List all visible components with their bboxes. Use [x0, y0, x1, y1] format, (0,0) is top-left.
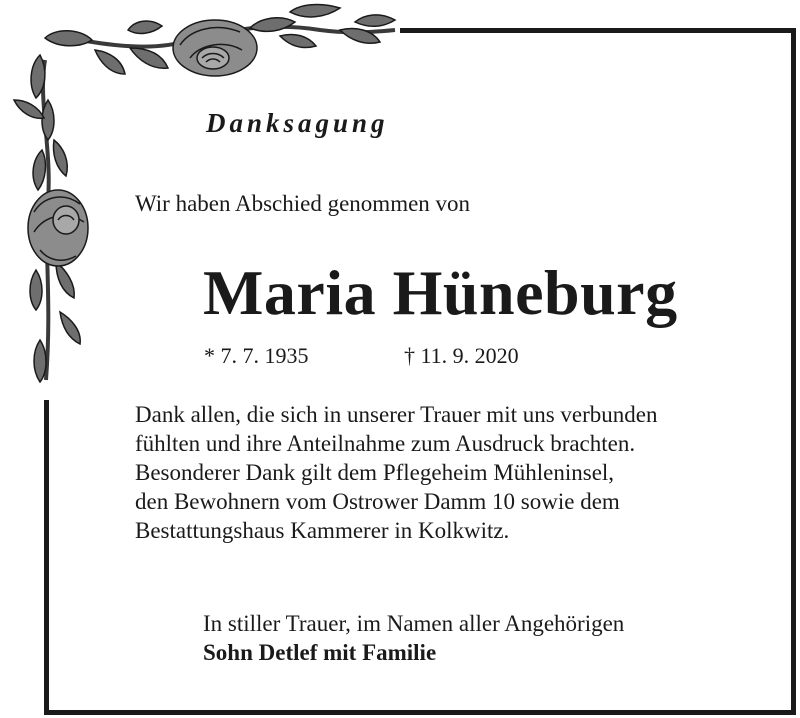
- thanks-line: den Bewohnern vom Ostrower Damm 10 sowie dem: [135, 489, 620, 514]
- deceased-name: Maria Hüneburg: [203, 257, 678, 328]
- closing-block: [203, 609, 624, 667]
- notice-heading: Danksagung: [206, 108, 389, 138]
- intro-text: Wir haben Abschied genommen von: [135, 191, 471, 216]
- thanks-line: fühlten und ihre Anteilnahme zum Ausdruck brachten.: [135, 431, 636, 456]
- thanks-line: Bestattungshaus Kammerer in Kolkwitz.: [135, 518, 510, 543]
- birth-date: * 7. 7. 1935: [204, 343, 309, 368]
- thanks-paragraph: [135, 400, 780, 545]
- thanks-line: Besonderer Dank gilt dem Pflegeheim Mühleninsel,: [135, 460, 615, 485]
- death-date: † 11. 9. 2020: [404, 343, 519, 368]
- thanks-line: Dank allen, die sich in unserer Trauer mit uns verbunden: [135, 402, 658, 427]
- signature: Sohn Detlef mit Familie: [203, 640, 437, 665]
- closing-line: In stiller Trauer, im Namen aller Angehörigen: [203, 611, 625, 636]
